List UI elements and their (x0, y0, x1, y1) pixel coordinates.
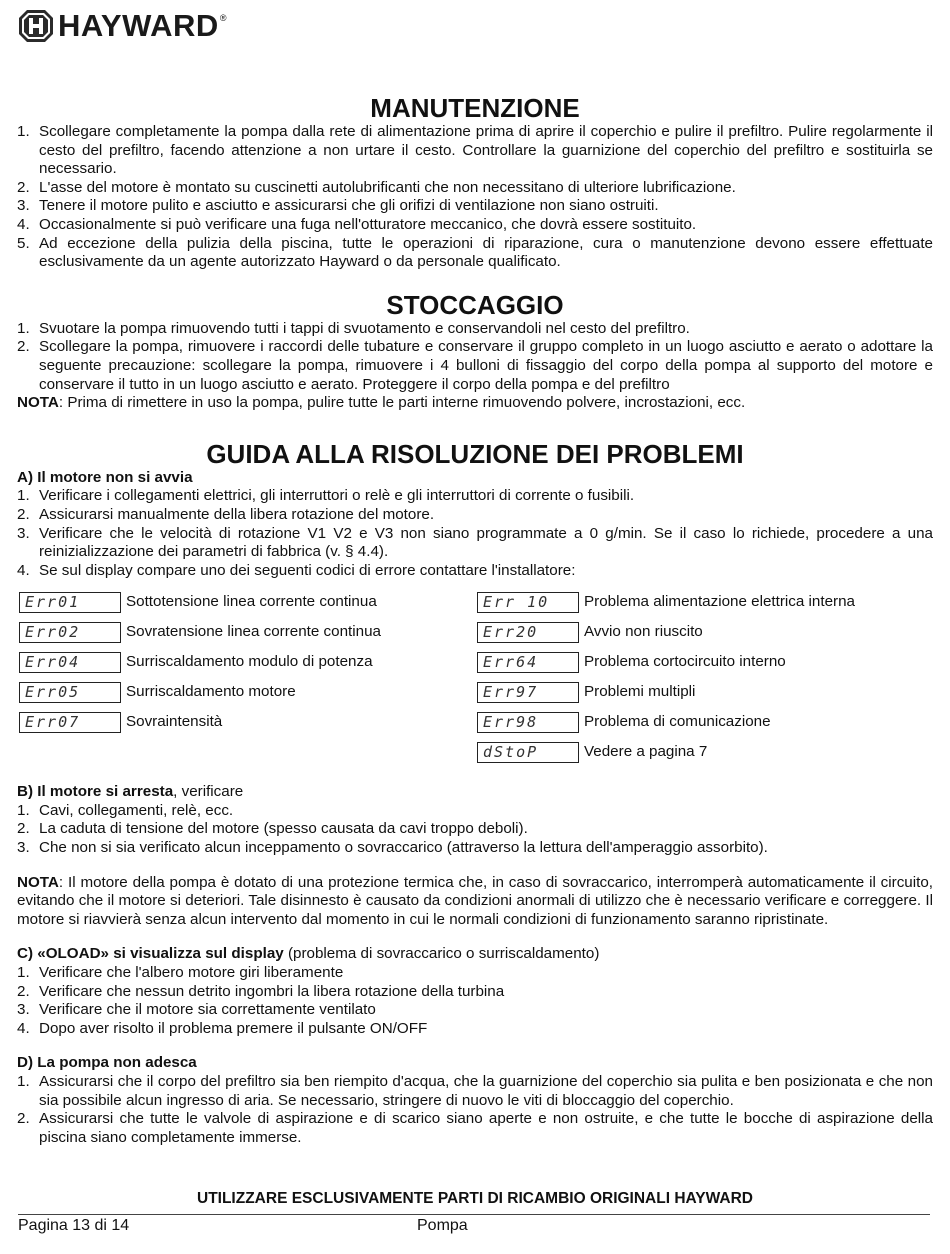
list-number: 2. (17, 982, 30, 1000)
list-text: Se sul display compare uno dei seguenti codici di errore contattare l'installatore: (39, 561, 576, 579)
list-number: 4. (17, 215, 30, 233)
error-description: Problema cortocircuito interno (584, 652, 786, 670)
subsection-heading-d: D) La pompa non adesca (17, 1054, 197, 1072)
list-number: 3. (17, 1001, 30, 1019)
list-item (17, 1110, 933, 1147)
list-item (17, 123, 933, 179)
list-text: Scollegare completamente la pompa dalla rete di alimentazione prima di aprire il coperchio e pulire il prefiltro. Pulire regolarmente il cesto del prefiltro, facendo attenzione a non urtare il cesto. Controllare la guarnizione del coperchio del prefiltro e sostituirla se necessario. (39, 123, 933, 178)
error-description: Problema di comunicazione (584, 712, 771, 730)
list-number: 3. (17, 839, 30, 857)
list-item (17, 506, 933, 525)
error-description: Problemi multipli (584, 682, 696, 700)
error-description: Vedere a pagina 7 (584, 742, 708, 760)
list-number: 2. (17, 1110, 30, 1128)
error-code-row (475, 647, 933, 677)
error-code-row (17, 707, 475, 737)
heading-rest: (problema di sovraccarico o surriscaldamento) (283, 945, 600, 963)
list-number: 1. (17, 964, 30, 982)
list-item (17, 562, 933, 581)
error-description: Sovratensione linea corrente continua (126, 622, 381, 640)
list-text: Dopo aver risolto il problema premere il pulsante ON/OFF (39, 1019, 428, 1037)
note-label: NOTA (17, 873, 59, 891)
list-text: Occasionalmente si può verificare una fuga nell'otturatore meccanico, che dovrà essere sostituito. (39, 215, 697, 233)
manutenzione-list (17, 123, 933, 272)
list-number: 2. (17, 178, 30, 196)
list-item (17, 338, 933, 394)
list-text: Tenere il motore pulito e asciutto e assicurarsi che gli orifizi di ventilazione non siano ostruiti. (39, 197, 659, 215)
product-name: Pompa (417, 1217, 468, 1234)
list-item (17, 1073, 933, 1110)
lcd-display-code: Err02 (19, 622, 121, 643)
page-content (17, 93, 933, 1147)
list-item (17, 320, 933, 339)
list-number: 1. (17, 319, 30, 337)
error-code-row (17, 587, 475, 617)
guida-a-list (17, 487, 933, 580)
stoccaggio-note (17, 394, 933, 413)
note-text: : Prima di rimettere in uso la pompa, pulire tutte le parti interne rimuovendo polvere, incrostazioni, ecc. (58, 394, 746, 412)
lcd-display-code: Err 10 (477, 592, 579, 613)
list-text: Assicurarsi manualmente della libera rotazione del motore. (39, 505, 435, 523)
list-text: Verificare i collegamenti elettrici, gli interruttori o relè e gli interruttori di corrente o fusibili. (39, 487, 635, 505)
list-text: Che non si sia verificato alcun inceppamento o sovraccarico (attraverso la lettura dell'amperaggio assorbito). (39, 839, 768, 857)
list-text: Verificare che l'albero motore giri liberamente (39, 964, 344, 982)
hayward-h-logo-icon (18, 9, 54, 43)
list-item (17, 525, 933, 562)
section-title-manutenzione: MANUTENZIONE (370, 93, 580, 123)
list-text: Ad eccezione della pulizia della piscina, tutte le operazioni di riparazione, cura o manutenzione devono essere effettuate esclusivamente da un agente autorizzato Hayward o da personale qualificato. (39, 234, 933, 271)
brand-registered-mark: ® (219, 13, 227, 23)
brand-name: HAYWARD (58, 8, 219, 43)
error-code-row (17, 677, 475, 707)
lcd-display-code: Err04 (19, 652, 121, 673)
note-label: NOTA (17, 394, 59, 412)
subsection-heading-a: A) Il motore non si avvia (17, 468, 193, 486)
list-text: L'asse del motore è montato su cuscinetti autolubrificanti che non necessitano di ulteriore lubrificazione. (39, 178, 736, 196)
list-item (17, 235, 933, 272)
list-item (17, 197, 933, 216)
guida-d-list (17, 1073, 933, 1147)
page-number: Pagina 13 di 14 (18, 1217, 130, 1234)
list-text: Cavi, collegamenti, relè, ecc. (39, 801, 234, 819)
error-description: Sovraintensità (126, 712, 223, 730)
error-code-row (475, 707, 933, 737)
list-item (17, 1001, 933, 1020)
guida-c-list (17, 964, 933, 1038)
list-item (17, 964, 933, 983)
list-number: 4. (17, 561, 30, 579)
list-item (17, 487, 933, 506)
list-text: Verificare che il motore sia correttamente ventilato (39, 1001, 376, 1019)
lcd-display-code: dStoP (477, 742, 579, 763)
error-code-row (475, 617, 933, 647)
stoccaggio-list (17, 320, 933, 394)
lcd-display-code: Err98 (477, 712, 579, 733)
list-item (17, 820, 933, 839)
lcd-display-code: Err05 (19, 682, 121, 703)
list-number: 3. (17, 524, 30, 542)
subsection-heading-b (17, 783, 933, 802)
error-codes-right-column (475, 587, 933, 767)
guida-b-list (17, 802, 933, 858)
list-number: 4. (17, 1019, 30, 1037)
lcd-display-code: Err07 (19, 712, 121, 733)
error-codes-left-column (17, 587, 475, 767)
heading-bold: B) Il motore si arresta (17, 783, 174, 801)
section-title-guida: GUIDA ALLA RISOLUZIONE DEI PROBLEMI (206, 438, 744, 469)
list-text: Assicurarsi che tutte le valvole di aspirazione e di scarico siano aperte e non ostruite, e che tutte le bocche di aspirazione della piscina siano completamente immerse. (39, 1110, 933, 1146)
list-item (17, 216, 933, 235)
list-number: 2. (17, 505, 30, 523)
footer-title: UTILIZZARE ESCLUSIVAMENTE PARTI DI RICAMBIO ORIGINALI HAYWARD (197, 1190, 753, 1207)
error-description: Avvio non riuscito (584, 622, 703, 640)
list-number: 2. (17, 820, 30, 838)
list-item (17, 1020, 933, 1039)
error-description: Surriscaldamento modulo di potenza (126, 652, 373, 670)
list-item (17, 839, 933, 858)
list-item (17, 983, 933, 1002)
list-number: 1. (17, 487, 30, 505)
error-description: Sottotensione linea corrente continua (126, 592, 377, 610)
error-description: Surriscaldamento motore (126, 682, 296, 700)
error-description: Problema alimentazione elettrica interna (584, 592, 855, 610)
error-codes-table (17, 587, 933, 767)
list-number: 1. (17, 123, 30, 140)
heading-bold: C) «OLOAD» si visualizza sul display (17, 945, 284, 963)
brand-logo (18, 9, 226, 43)
error-code-row (475, 737, 933, 767)
lcd-display-code: Err01 (19, 592, 121, 613)
list-text: Verificare che le velocità di rotazione V1 V2 e V3 non siano programmate a 0 g/min. Se il caso lo richiede, procedere a una reinizializzazione dei parametri di fabbrica (v. § 4.4). (39, 524, 933, 561)
subsection-heading-c (17, 945, 933, 964)
error-code-row (475, 677, 933, 707)
error-code-row (17, 617, 475, 647)
note-text: : Il motore della pompa è dotato di una protezione termica che, in caso di sovraccarico, interromperà automaticamente il circuito, evitando che il motore si deteriori. Tale disinnesto è causato da condizioni anormali di utilizzo che è necessario verificare e correggere. Il motore si riavvierà senza alcun intervento dal momento in cui le normali condizioni di funzionamento saranno ripristinate. (17, 873, 933, 928)
list-text: Assicurarsi che il corpo del prefiltro sia ben riempito d'acqua, che la guarnizione del coperchio sia pulita e ben posizionata e che non sia possibile alcun ingresso di aria. Se necessario, stringere di nuovo le viti di bloccaggio del coperchio. (39, 1073, 933, 1109)
lcd-display-code: Err97 (477, 682, 579, 703)
guida-b-note (17, 874, 933, 930)
list-text: Verificare che nessun detrito ingombri la libera rotazione della turbina (39, 982, 505, 1000)
list-text: La caduta di tensione del motore (spesso causata da cavi troppo deboli). (39, 820, 528, 838)
list-number: 1. (17, 1073, 30, 1090)
error-code-row (475, 587, 933, 617)
list-text: Svuotare la pompa rimuovendo tutti i tappi di svuotamento e conservandoli nel cesto del prefiltro. (39, 319, 690, 337)
section-title-stoccaggio: STOCCAGGIO (386, 289, 564, 320)
list-number: 2. (17, 338, 30, 356)
list-text: Scollegare la pompa, rimuovere i raccordi delle tubature e conservare il gruppo completo in un luogo asciutto e aerato o adottare la seguente precauzione: scollegare la pompa, rimuovere i 4 bulloni di fissaggio del corpo della pompa al supporto del motore e conservare il tutto in un luogo asciutto e aerato. Proteggere il corpo della pompa e del prefiltro (39, 338, 933, 393)
list-number: 1. (17, 801, 30, 819)
footer-divider (18, 1214, 930, 1215)
error-code-row (17, 647, 475, 677)
list-number: 5. (17, 234, 30, 252)
lcd-display-code: Err64 (477, 652, 579, 673)
list-item (17, 802, 933, 821)
list-number: 3. (17, 197, 30, 215)
lcd-display-code: Err20 (477, 622, 579, 643)
heading-rest: , verificare (173, 783, 244, 801)
list-item (17, 179, 933, 198)
